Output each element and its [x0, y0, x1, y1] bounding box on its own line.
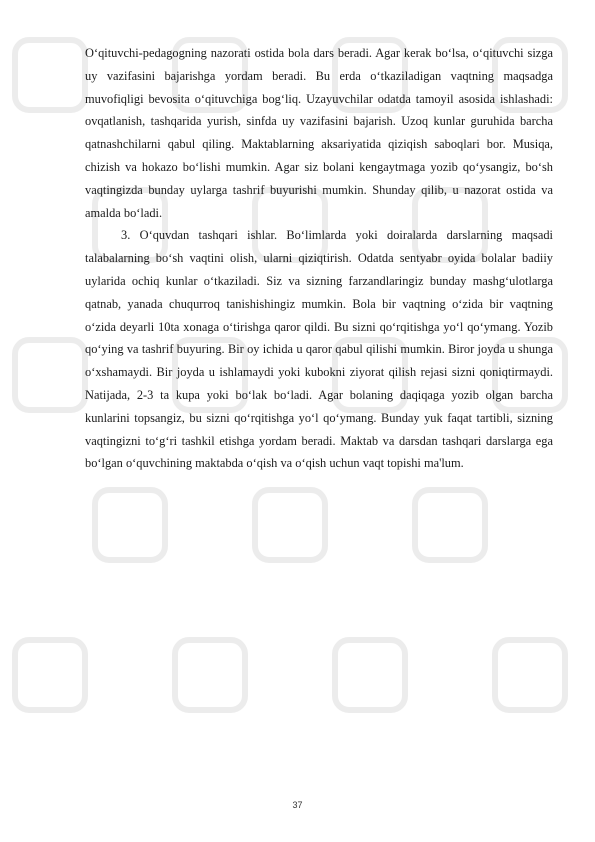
- paragraph-extracurricular: 3. O‘quvdan tashqari ishlar. Bo‘limlarda yoki doiralarda darslarning maqsadi talabalarning bo‘sh vaqtini olish, ularni qiziqtirish. Odatda sentyabr oyida bolalar badiiy uylarida ochiq kunlar o‘tkaziladi. Siz va sizning farzandlaringiz bunday mashg‘ulotlarga qatnab, yanada chuqurroq tanishishingiz mumkin. Bola bir vaqtning o‘zida bir vaqtning o‘zida deyarli 10ta xonaga o‘tirishga qaror qildi. Bu sizni qo‘rqitishga yo‘l qo‘ymang. Yozib qo‘ying va tashrif buyuring. Bir oy ichida u qaror qabul qilishi mumkin. Biror joyda u shunga o‘xshamaydi. Bir joyda u ishlamaydi yoki kubokni ziyorat qilish rejasi sizni qoniqtirmaydi. Natijada, 2-3 ta kupa yoki bo‘lak bo‘ladi. Agar bolaning daqiqaga yozib olgan barcha kunlarini topsangiz, bu sizni qo‘rqitishga yo‘l qo‘ymang. Bunday yuk faqat tartibli, sizning vaqtingizni to‘g‘ri tashkil etishga yordam beradi. Maktab va darsdan tashqari darslarga ega bo‘lgan o‘quvchining maktabda o‘qish va o‘qish uchun vaqt topishi ma'lum.: [85, 228, 553, 471]
- paragraph-intro: O‘qituvchi-pedagogning nazorati ostida bola dars beradi. Agar kerak bo‘lsa, o‘qituvchi sizga uy vazifasini bajarishga yordam beradi. Bu erda o‘tkaziladigan vaqtning maqsadga muvofiqligi bevosita o‘qituvchiga bog‘liq. Uzayuvchilar odatda tamoyil asosida ishlashadi: ovqatlanish, tashqarida yurish, sinfda uy vazifasini bajarish. Uzoq kunlar guruhida barcha qatnashchilarni qabul qiling. Maktablarning aksariyatida qiziqish saboqlari bor. Musiqa, chizish va hokazo bo‘lishi mumkin. Agar siz bolani kengaytmaga yozib qo‘ysangiz, bo‘sh vaqtingizda bunday uylarga tashrif buyurishi mumkin. Shunday qilib, u nazorat ostida va amalda bo‘ladi.: [85, 46, 553, 220]
- body-text: [85, 42, 553, 475]
- page-number: 37: [292, 800, 303, 810]
